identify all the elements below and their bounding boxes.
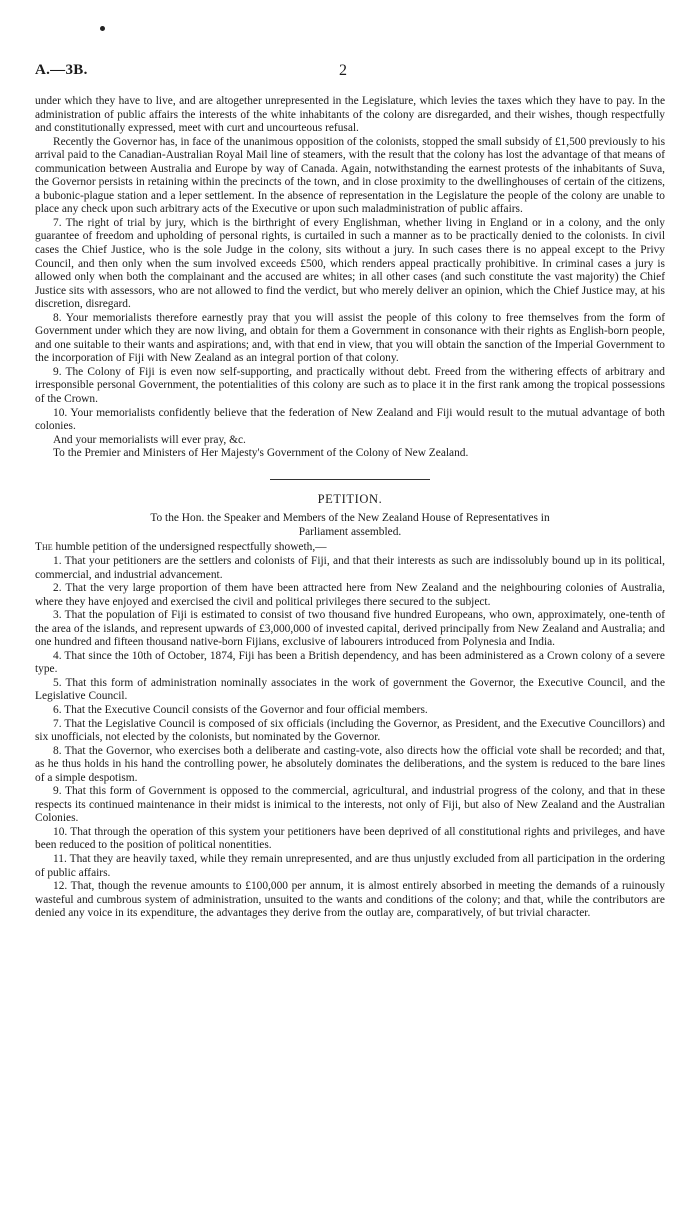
petition-address-line: Parliament assembled. [298, 525, 402, 538]
memorial-paragraph: And your memorialists will ever pray, &c. [53, 433, 246, 446]
petition-title: PETITION. [317, 491, 383, 506]
body-text [35, 95, 665, 921]
petition-paragraph: 2. That the very large proportion of them have been attracted here from New Zealand and the neighbouring colonies of Australia, where they have enjoyed and exercised the civil and political privileges there secured to the subject. [35, 582, 665, 608]
petition-paragraph: 3. That the population of Fiji is estimated to consist of two thousand five hundred Europeans, who own, approximately, one-tenth of the area of the islands, and represent upwards of £3,000,000 of invested capital, derived principally from New Zealand and Australia; and one hundred and fifteen thousand native-born Fijians, exclusive of labourers introduced from Polynesia and India. [35, 609, 665, 649]
petition-paragraph: 7. That the Legislative Council is composed of six officials (including the Governor, as President, and the Executive Councillors) and six unofficials, not elected by the colonists, but nominated by the Governor. [35, 717, 665, 744]
memorial-paragraph: To the Premier and Ministers of Her Majesty's Government of the Colony of New Zealand. [53, 447, 469, 460]
petition-paragraph: 6. That the Executive Council consists of the Governor and four official members. [53, 703, 428, 716]
section-divider [270, 479, 430, 480]
memorial-paragraph: Recently the Governor has, in face of the unanimous opposition of the colonists, stopped the small subsidy of £1,500 previously to his arrival paid to the Canadian-Australian Royal Mail line of steamers, with the result that the colony has lost the advantage of that means of communication between Australia and Europe by way of Canada. Again, notwithstanding the earnest protests of the inhabitants of Suva, the Governor persists in retaining within the precincts of the town, and in close proximity to the dwellinghouses of certain of the citizens, a bubonic-plague station and a leper settlement. In the absence of representation in the Legislature the people of the colony are unable to place any check upon such arbitrary acts of the Executive or upon such maladministration of public affairs. [35, 135, 665, 216]
petition-intro [35, 541, 665, 555]
page-header [35, 62, 665, 80]
petition-address [35, 512, 665, 539]
petition-address-line: To the Hon. the Speaker and Members of the New Zealand House of Representatives in [150, 512, 550, 525]
memorial-paragraph: 7. The right of trial by jury, which is the birthright of every Englishman, whether living in England or in a colony, and the only guarantee of freedom and upholding of personal rights, is curtailed in such a manner as to be practically denied to the colonists. In civil cases the Chief Justice, who is the sole Judge in the colony, sits without a jury. In such cases there is no appeal except to the Privy Council, and then only when the sum involved exceeds £500, which renders appeal practically prohibitive. In criminal cases a jury is allowed only when both the complainant and the accused are whites; in all other cases (and such constitute the vast majority) the Chief Justice sits with assessors, who are not allowed to find the verdict, but who merely deliver an opinion, which the Chief Justice may, at his discretion, disregard. [35, 216, 665, 311]
petition-paragraph: 11. That they are heavily taxed, while they remain unrepresented, and are thus unjustly excluded from all participation in the ordering of public affairs. [35, 852, 665, 879]
petition-paragraph: 9. That this form of Government is opposed to the commercial, agricultural, and industrial progress of the colony, and that in these respects its continued maintenance in their midst is inimical to the interests, not only of Fiji, but also of New Zealand and the Australian Colonies. [35, 785, 665, 825]
petition-paragraph: 12. That, though the revenue amounts to £100,000 per annum, it is almost entirely absorbed in meeting the demands of a ruinously wasteful and cumbrous system of administration, unsuited to the wants and conditions of the colony; and that, while the contributors are denied any voice in its expenditure, the advantages they derive from the outlay are, comparatively, of but trivial character. [35, 880, 665, 920]
document-reference: A.—3B. [35, 62, 88, 78]
petition-paragraph: 1. That your petitioners are the settlers and colonists of Fiji, and that their interests as such are indissolubly bound up in its political, commercial, and industrial advancement. [35, 554, 665, 581]
petition-paragraph: 4. That since the 10th of October, 1874, Fiji has been a British dependency, and has been administered as a Crown colony of a severe type. [35, 649, 665, 676]
page-mark [100, 26, 105, 31]
memorial-paragraph: 9. The Colony of Fiji is even now self-supporting, and practically without debt. Freed from the withering effects of arbitrary and irresponsible personal Government, the potentialities of this colony are such as to place it in the first rank among the tropical possessions of the Crown. [35, 365, 665, 406]
memorial-paragraph: 10. Your memorialists confidently believe that the federation of New Zealand and Fiji would result to the mutual advantage of both colonies. [35, 406, 665, 433]
petition-paragraph: 8. That the Governor, who exercises both a deliberate and casting-vote, also directs how the official vote shall be recorded; and that, as he thus holds in his hand the controlling power, he absolutely dominates the deliberations, and the system is reduced to the bare lines of a simple despotism. [35, 744, 665, 784]
petition-paragraph: 10. That through the operation of this system your petitioners have been deprived of all constitutional rights and privileges, and have been reduced to the position of political nonentities. [35, 825, 665, 852]
page-number: 2 [339, 62, 347, 79]
memorial-paragraph: under which they have to live, and are altogether unrepresented in the Legislature, which levies the taxes which they have to pay. In the administration of public affairs the interests of the white inhabitants of the colony are disregarded, and their wishes, though respectfully and constitutionally expressed, meet with curt and uncourteous refusal. [35, 95, 665, 135]
memorial-paragraph: 8. Your memorialists therefore earnestly pray that you will assist the people of this colony to free themselves from the form of Government under which they are now living, and obtain for them a Government in consonance with their rights as English-born people, and one suitable to their wants and aspirations; and, with that end in view, that you will obtain the sanction of the Imperial Government to the incorporation of Fiji with New Zealand as an integral portion of that colony. [35, 311, 665, 365]
petition-paragraph: 5. That this form of administration nominally associates in the work of government the Governor, the Executive Council, and the Legislative Council. [35, 676, 665, 703]
petition-intro-first-word: The [35, 541, 53, 554]
petition-intro-rest: humble petition of the undersigned respectfully showeth,— [52, 541, 327, 554]
